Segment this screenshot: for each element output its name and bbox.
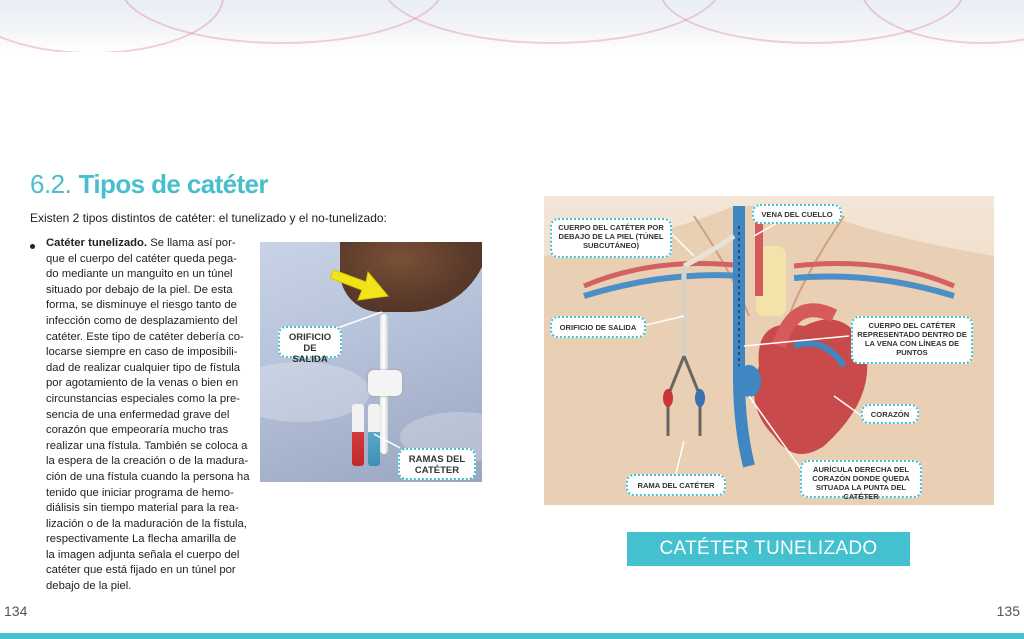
body-line: Se llama así por-	[147, 237, 236, 249]
label-body-in-vein: CUERPO DEL CATÉTER REPRESENTADO DENTRO DE LA VENA CON LÍNEAS DE PUNTOS	[851, 316, 973, 364]
body-line: la espera de la creación o de la madura-	[46, 455, 249, 468]
section-number: 6.2.	[30, 169, 72, 199]
body-line: respectivamente La flecha amarilla de	[46, 533, 237, 546]
section-title	[30, 168, 268, 200]
top-banner	[0, 0, 1024, 52]
anatomy-diagram	[544, 196, 994, 505]
body-line: por agotamiento de la venas o bien en	[46, 377, 239, 390]
label-right-atrium: AURÍCULA DERECHA DEL CORAZÓN DONDE QUEDA SITUADA LA PUNTA DEL CATÉTER	[800, 460, 922, 498]
bottom-accent-bar	[0, 633, 1024, 639]
body-line: ción de una fístula cuando la persona ha	[46, 470, 250, 483]
body-line: catéter que está fijado en un túnel por	[46, 564, 236, 577]
label-body-under-skin: CUERPO DEL CATÉTER POR DEBAJO DE LA PIEL (TÚNEL SUBCUTÁNEO)	[550, 218, 672, 258]
label-heart: CORAZÓN	[861, 404, 919, 424]
label-catheter-branch: RAMA DEL CATÉTER	[626, 474, 726, 496]
body-line: la imagen adjunta señala el cuerpo del	[46, 548, 240, 561]
page-number-left: 134	[4, 603, 28, 619]
catheter-photo	[260, 242, 482, 482]
body-line: que el cuerpo del catéter queda pega-	[46, 252, 237, 265]
body-line: corazón que empeoraría mucho tras	[46, 424, 229, 437]
body-line: situado por debajo de la piel. De esta	[46, 283, 233, 296]
label-exit-site: ORIFICIO DE SALIDA	[550, 316, 646, 338]
body-line: sencia de una enfermedad grave del	[46, 408, 230, 421]
bullet-icon	[30, 244, 35, 249]
body-line: diálisis sin tiempo material para la rea-	[46, 502, 239, 515]
callout-exit-site: ORIFICIO DE SALIDA	[278, 326, 342, 358]
body-line: realizar una fístula. También se coloca a	[46, 439, 248, 452]
body-line: infección como de desplazamiento del	[46, 314, 238, 327]
body-line: catéter. Este tipo de catéter debería co-	[46, 330, 244, 343]
body-line: lización o de la maduración de la fístula,	[46, 517, 247, 530]
section-heading: Tipos de catéter	[78, 169, 268, 199]
body-line: debajo de la piel.	[46, 580, 132, 593]
callout-catheter-branches: RAMAS DEL CATÉTER	[398, 448, 476, 480]
diagram-caption: CATÉTER TUNELIZADO	[627, 532, 910, 566]
intro-paragraph: Existen 2 tipos distintos de catéter: el tunelizado y el no-tunelizado:	[30, 211, 387, 225]
body-line: do mediante un manguito en un túnel	[46, 268, 233, 281]
label-neck-vein: VENA DEL CUELLO	[752, 204, 842, 224]
page-number-right: 135	[996, 603, 1020, 619]
body-line: locarse siempre en caso de imposibili-	[46, 346, 238, 359]
body-line: forma, se disminuye el riesgo tanto de	[46, 299, 237, 312]
body-line: dad de realizar cualquier tipo de fístula	[46, 361, 241, 374]
bullet-paragraph	[46, 236, 259, 595]
bullet-lead: Catéter tunelizado.	[46, 237, 148, 249]
body-line: tenido que iniciar programa de hemo-	[46, 486, 234, 499]
body-line: circunstancias especiales como la pre-	[46, 392, 241, 405]
